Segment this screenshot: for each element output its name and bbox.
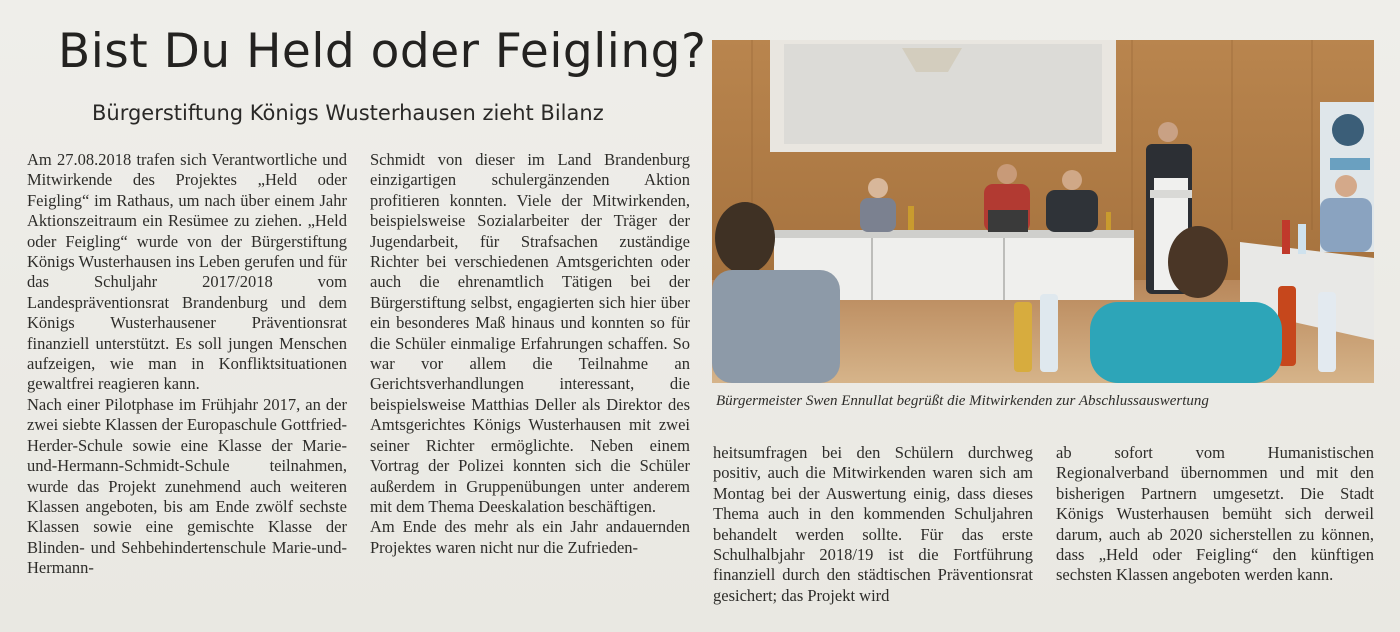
meeting-photo (712, 40, 1374, 383)
paragraph: ab sofort vom Humanistischen Regionalverband übernommen und mit den bisherigen Partnern umgesetzt. Die Stadt Königs Wusterhausen bemüht sich derweil darum, auch ab 2020 sicherstellen zu können, dass „Held oder Feigling“ den künftigen sechsten Klassen angeboten werden kann. (1056, 443, 1374, 585)
paragraph: Am 27.08.2018 trafen sich Verantwortliche und Mitwirkende des Projektes „Held oder Feigling“ im Rathaus, um nach über einem Jahr Aktionszeitraum ein Resümee zu ziehen. „Held oder Feigling“ wurde von der Bürgerstiftung Königs Wusterhausen ins Leben gerufen und für das Schuljahr 2017/2018 vom Landespräventionsrat Brandenburg und dem Königs Wusterhausener Präventionsrat finanziell unterstützt. Es soll jungen Menschen aufzeigen, wie man in Konfliktsituationen gewaltfrei reagieren kann. (27, 150, 347, 394)
article-column-4 (1056, 443, 1374, 586)
paragraph: heitsumfragen bei den Schülern durchweg positiv, auch die Mitwirkenden waren sich am Montag bei der Auswertung einig, dass dieses Thema auch in den kommenden Schuljahren behandelt werden sollte. Für das erste Schulhalbjahr 2018/19 ist die Fortführung finanziell durch den städtischen Präventionsrat gesichert; das Projekt wird (713, 443, 1033, 605)
paragraph: Am Ende des mehr als ein Jahr andauernden Projektes waren nicht nur die Zufrieden- (370, 517, 690, 557)
meeting-photo-illustration (712, 40, 1374, 383)
paragraph: Nach einer Pilotphase im Frühjahr 2017, an der zwei siebte Klassen der Europaschule Gottfried-Herder-Schule sowie eine Klasse der Marie-und-Hermann-Schmidt-Schule teilnahmen, wurde das Projekt zunehmend auch weiteren Klassen angeboten, bis am Ende zwölf sechste Klassen sowie eine gemischte Klasse der Blinden- und Sehbehindertenschule Marie-und-Hermann- (27, 394, 347, 578)
headline: Bist Du Held oder Feigling? (58, 24, 707, 79)
article-column-3 (713, 443, 1033, 606)
article-column-2 (370, 150, 690, 558)
article-column-1 (27, 150, 347, 579)
subheadline: Bürgerstiftung Königs Wusterhausen zieht Bilanz (92, 101, 604, 125)
photo-caption: Bürgermeister Swen Ennullat begrüßt die Mitwirkenden zur Abschlussauswertung (716, 393, 1209, 409)
paragraph: Schmidt von dieser im Land Brandenburg einzigartigen schulergänzenden Aktion profitieren konnten. Viele der Mitwirkenden, beispielsweise Sozialarbeiter der Träger der Jugendarbeit, für Strafsachen zuständige Richter bei verschiedenen Amtsgerichten oder auch die ehrenamtlich Tätigen bei der Bürgerstiftung selbst, engagierten sich hier über ein besonderes Maß hinaus und konnten so für die Schüler einmalige Erfahrungen schaffen. So war vor allem die Teilnahme an Gerichtsverhandlungen interessant, die beispielsweise Matthias Deller als Direktor des Amtsgerichtes Königs Wusterhausen mit zwei seiner Richter ermöglichte. Neben einem Vortrag der Polizei konnten sich die Schüler außerdem in Gruppenübungen unter anderem mit dem Thema Deeskalation beschäftigen. (370, 150, 690, 516)
